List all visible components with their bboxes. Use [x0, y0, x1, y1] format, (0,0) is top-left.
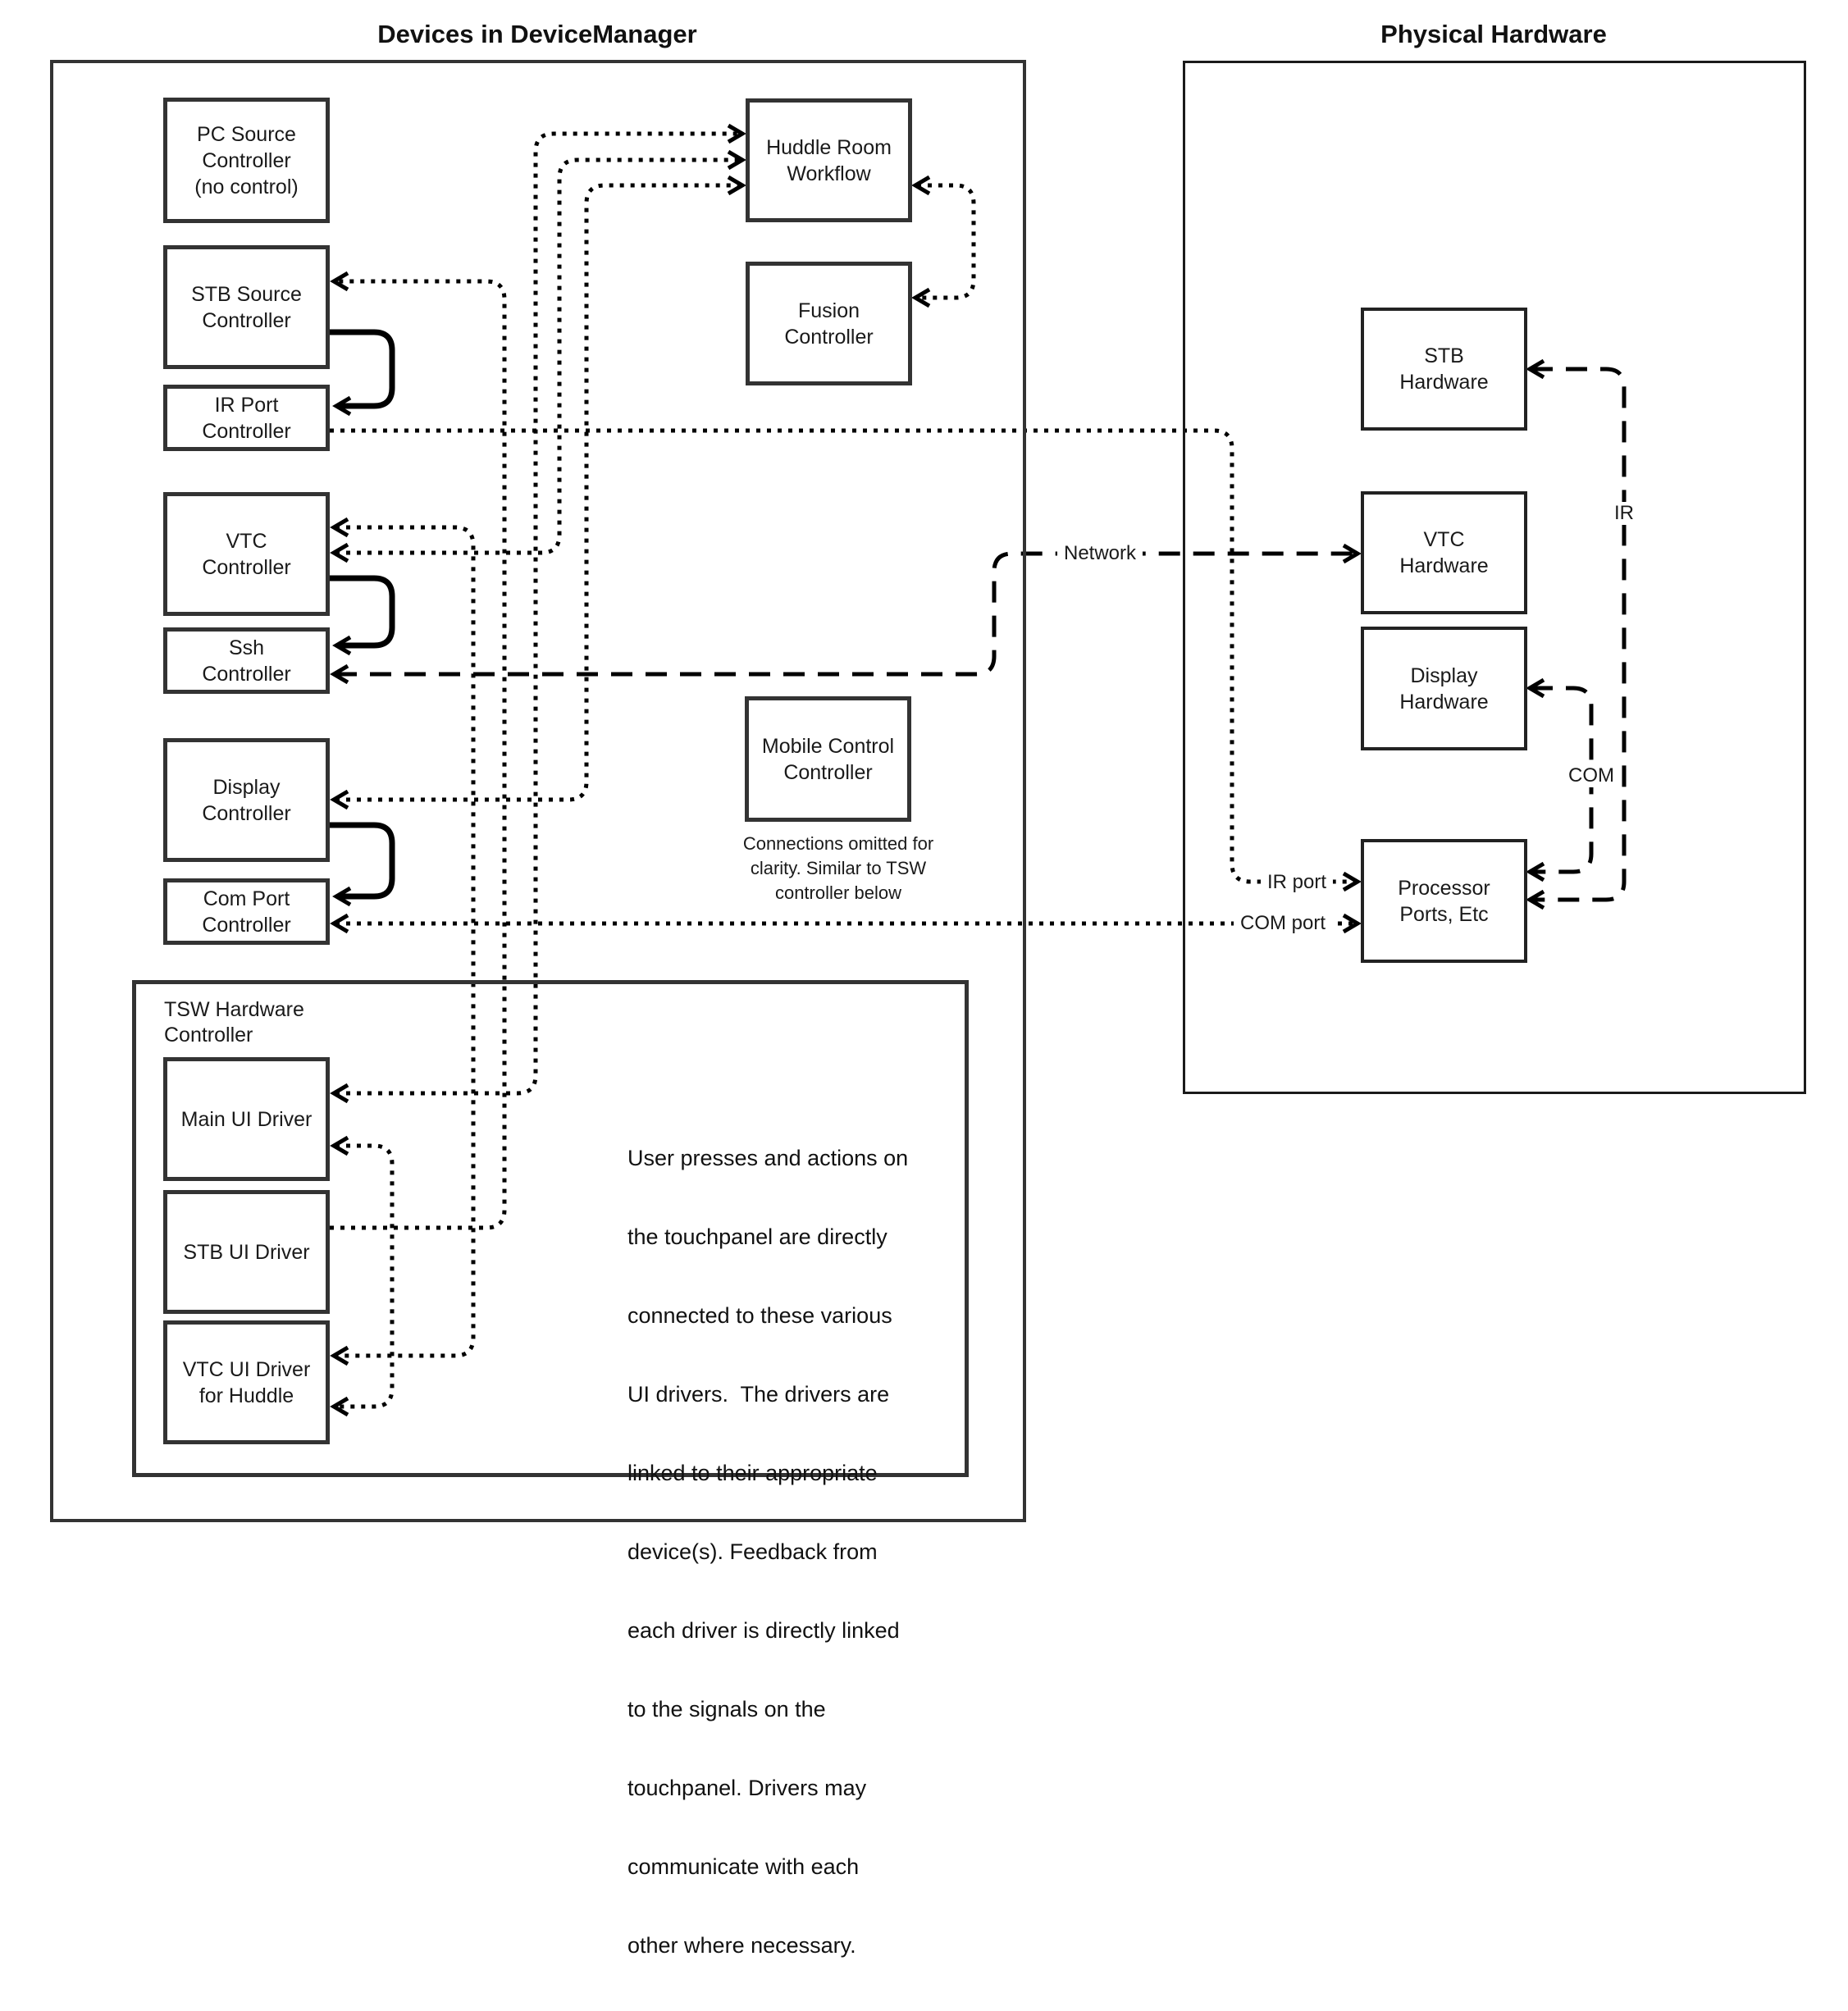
paragraph-line: the touchpanel are directly	[627, 1224, 887, 1249]
box-main-ui-driver	[163, 1057, 330, 1181]
mobile-control-note	[715, 832, 961, 905]
box-processor-ports	[1361, 839, 1527, 963]
physical-hardware-title: Physical Hardware	[1380, 20, 1607, 48]
box-line: Hardware	[1399, 690, 1489, 714]
box-com-port-controller	[163, 878, 330, 945]
box-vtc-ui-driver	[163, 1320, 330, 1444]
com-line-label: COM	[1562, 764, 1621, 787]
ir-line-label: IR	[1608, 502, 1640, 525]
box-line: PC Source	[197, 122, 296, 146]
box-line: STB	[1424, 344, 1464, 367]
box-line: Mobile Control	[761, 734, 895, 758]
box-fusion-controller	[746, 262, 912, 385]
tsw-group-label-line1: TSW Hardware	[164, 998, 304, 1021]
paragraph-line: other where necessary.	[627, 1933, 856, 1958]
note-line: Connections omitted for	[742, 833, 934, 854]
box-line: Hardware	[1399, 554, 1489, 577]
box-line: Controller	[202, 555, 291, 579]
box-line: for Huddle	[198, 1384, 294, 1407]
network-line-label: Network	[1057, 542, 1143, 565]
box-line: Processor	[1398, 876, 1490, 900]
box-line: Ports, Etc	[1399, 902, 1489, 926]
box-line: STB UI Driver	[183, 1240, 310, 1264]
box-line: Huddle Room	[766, 135, 892, 159]
box-ir-port-controller	[163, 385, 330, 451]
paragraph-line: linked to their appropriate	[627, 1461, 878, 1485]
tsw-group-label-line2: Controller	[164, 1024, 253, 1047]
box-line: Controller	[202, 419, 291, 443]
box-display-controller	[163, 738, 330, 862]
tsw-group-label	[164, 997, 304, 1048]
box-line: Display	[1410, 663, 1478, 687]
box-mobile-control-controller	[745, 696, 911, 822]
box-line: Controller	[202, 148, 291, 172]
box-stb-ui-driver	[163, 1190, 330, 1314]
box-line: Controller	[783, 760, 873, 784]
paragraph-line: communicate with each	[627, 1854, 860, 1879]
box-line: VTC	[1423, 528, 1465, 551]
paragraph-line: touchpanel. Drivers may	[627, 1776, 867, 1800]
device-manager-title: Devices in DeviceManager	[377, 20, 697, 48]
paragraph-line: UI drivers. The drivers are	[627, 1382, 890, 1407]
paragraph-line: User presses and actions on	[627, 1146, 909, 1170]
box-ssh-controller	[163, 627, 330, 694]
box-line: Display	[212, 775, 281, 799]
box-line: VTC UI Driver	[182, 1357, 311, 1381]
box-line: Main UI Driver	[180, 1107, 313, 1131]
box-huddle-room-workflow	[746, 98, 912, 222]
box-line: Controller	[202, 913, 291, 937]
com-port-line-label: COM port	[1234, 912, 1332, 935]
box-line: VTC	[226, 529, 267, 553]
box-line: Ssh	[228, 636, 265, 659]
paragraph-line: each driver is directly linked	[627, 1618, 900, 1643]
box-line: STB Source	[191, 282, 302, 306]
box-line: Controller	[784, 325, 874, 349]
paragraph-line: connected to these various	[627, 1303, 892, 1328]
note-line: clarity. Similar to TSW	[750, 858, 927, 878]
box-pc-source-controller	[163, 98, 330, 223]
drivers-description-text	[627, 1092, 980, 2011]
paragraph-line: device(s). Feedback from	[627, 1539, 878, 1564]
box-stb-hardware	[1361, 308, 1527, 431]
box-line: Workflow	[787, 162, 871, 185]
ir-port-line-label: IR port	[1261, 871, 1333, 894]
box-line: (no control)	[194, 175, 299, 198]
box-display-hardware	[1361, 627, 1527, 750]
box-line: IR Port	[214, 393, 279, 417]
box-line: Hardware	[1399, 371, 1489, 394]
box-line: Controller	[202, 801, 291, 825]
box-vtc-controller	[163, 492, 330, 616]
note-line: controller below	[774, 882, 902, 903]
box-line: Fusion	[797, 299, 860, 322]
box-vtc-hardware	[1361, 491, 1527, 614]
paragraph-line: to the signals on the	[627, 1697, 826, 1721]
box-line: Controller	[202, 662, 291, 686]
box-line: Com Port	[203, 887, 290, 910]
box-stb-source-controller	[163, 245, 330, 369]
box-line: Controller	[202, 308, 291, 332]
